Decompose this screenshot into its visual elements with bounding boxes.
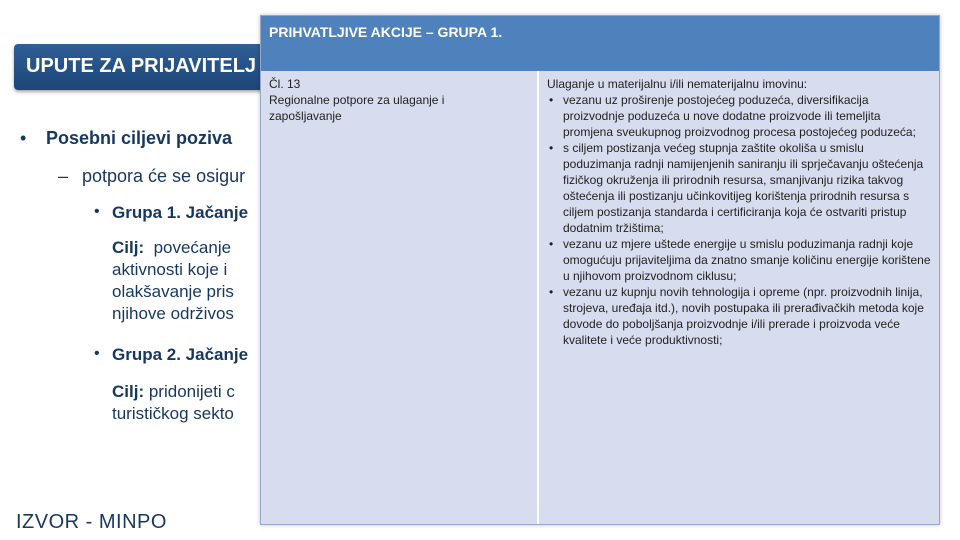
group1-goal-label: Cilj: [112, 238, 145, 257]
article-title-line: Regionalne potpore za ulaganje i [269, 93, 445, 107]
eligible-actions-table [260, 15, 940, 525]
group2-goal-label: Cilj: [112, 382, 145, 401]
group1-label: Grupa 1. Jačanje [112, 203, 249, 222]
group1-goal-line: povećanje [153, 238, 232, 257]
bullet-support: potpora će se osigur [82, 166, 246, 186]
table-cell-actions [539, 71, 939, 525]
article-number: Čl. 13 [269, 77, 301, 91]
bullet-marker: • [94, 203, 100, 220]
group2-goal-line: turističkog sekto [112, 404, 234, 423]
list-item: • vezanu uz kupnju novih tehnologija i opreme (npr. proizvodnih linija, strojeva, uređaja itd.), novih postupaka ili prerađivačkih metoda koje dovode do poboljšanja proizvodnje i/ili prerade i proizvoda veće kvalitete i veće produktivnosti; [547, 284, 931, 348]
table-header [261, 16, 939, 71]
article-title-line: zapošljavanje [269, 109, 342, 123]
group2-goal-line: pridonijeti c [148, 382, 235, 401]
table-cell-article [261, 71, 539, 525]
actions-list [547, 92, 931, 348]
list-item: • vezanu uz proširenje postojećeg poduzeća, diversifikacija proizvodnje poduzeća u nove dodatne proizvode ili temeljita promjena sveukupnog proizvodnog procesa postojećeg poduzeća; [547, 92, 931, 140]
list-item: • s ciljem postizanja većeg stupnja zaštite okoliša u smislu poduzimanja radnji namijenjenih saniranju ili sprječavanju oštećenja fizičkog okruženja ili prirodnih resursa, smanjivanju rizika takvog oštećenja ili postizanju učinkovitijeg korištenja prirodnih resursa s ciljem postizanja standarda i certificiranja koja će ostvariti pristup dodatnim tržištima; [547, 140, 931, 236]
group1-goal-line: aktivnosti koje i [112, 260, 228, 279]
group2-label: Grupa 2. Jačanje [112, 345, 249, 364]
dash-marker: – [58, 166, 69, 186]
group1-goal [112, 237, 234, 325]
actions-heading: Ulaganje u materijalnu i/ili nematerijalnu imovinu: [547, 77, 808, 91]
table-header-title: PRIHVATLJIVE AKCIJE – GRUPA 1. [269, 24, 503, 40]
bullet-marker: • [94, 345, 100, 362]
list-item: • vezanu uz mjere uštede energije u smislu poduzimanja radnji koje omogućuju prijaviteljima da znatno smanje količinu energije korištene u njihovom proizvodnom ciklusu; [547, 236, 931, 284]
bullet-marker: • [20, 128, 27, 148]
source-note: IZVOR - MINPO [16, 511, 167, 533]
bullet-specific-goals: Posebni ciljevi poziva [46, 128, 233, 148]
group2-goal [112, 381, 235, 425]
slide-title: UPUTE ZA PRIJAVITELJ [26, 55, 257, 77]
group1-goal-line: olakšavanje pris [112, 282, 234, 301]
group1-goal-line: njihove održivos [112, 304, 234, 323]
